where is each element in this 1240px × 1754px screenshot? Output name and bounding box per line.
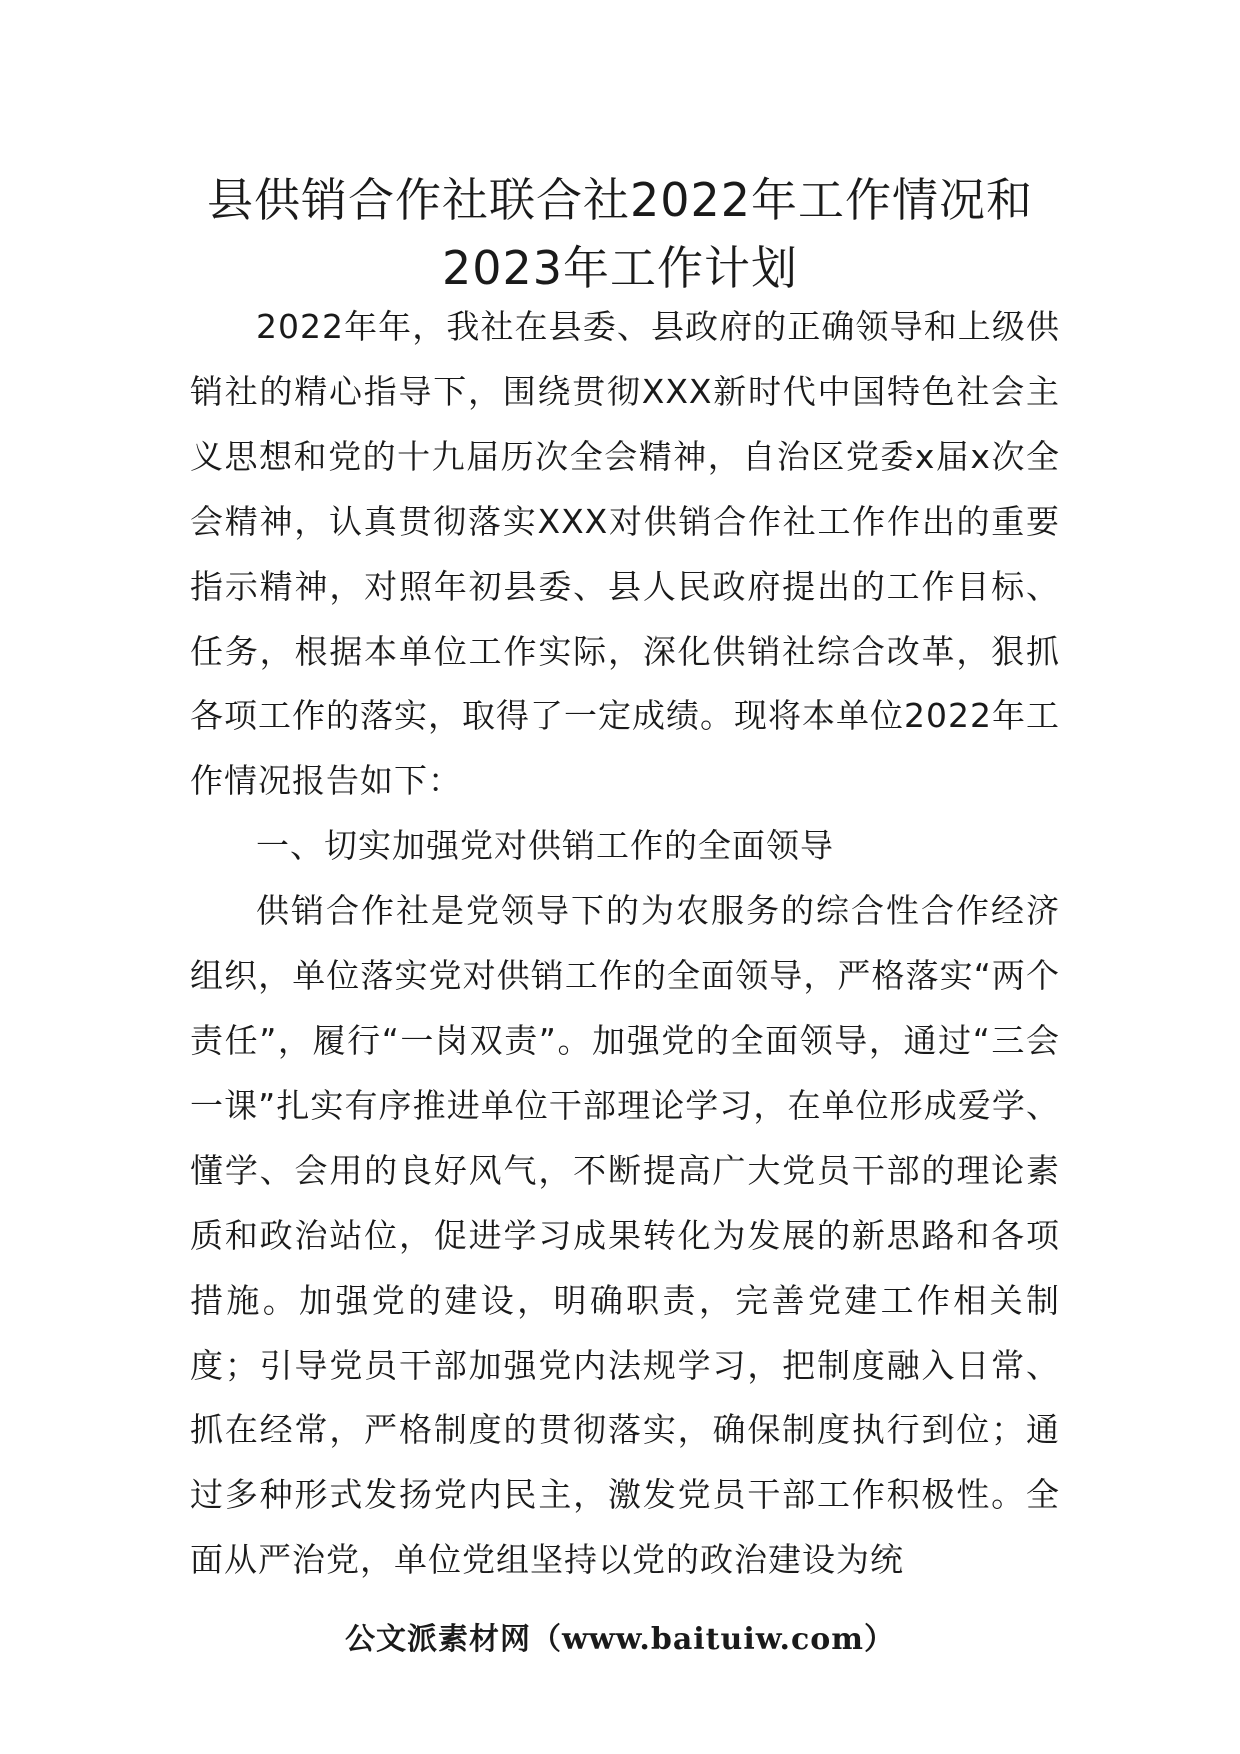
paragraph-section-1: 供销合作社是党领导下的为农服务的综合性合作经济组织，单位落实党对供销工作的全面领导，严格落实“两个责任”，履行“一岗双责”。加强党的全面领导，通过“三会一课”扎实有序推进单位干部理论学习，在单位形成爱学、懂学、会用的良好风气，不断提高广大党员干部的理论素质和政治站位，促进学习成果转化为发展的新思路和各项措施。加强党的建设，明确职责，完善党建工作相关制度；引导党员干部加强党内法规学习，把制度融入日常、抓在经常，严格制度的贯彻落实，确保制度执行到位；通过多种形式发扬党内民主，激发党员干部工作积极性。全面从严治党，单位党组坚持以党的政治建设为统 [190, 891, 1060, 1580]
document-title-line-1: 县供销合作社联合社2022年工作情况和 [206, 173, 1034, 227]
section-heading-1: 一、切实加强党对供销工作的全面领导 [256, 826, 834, 866]
document-body [190, 295, 1060, 1593]
document-title-line-2: 2023年工作计划 [441, 241, 799, 295]
footer-watermark: 公文派素材网（www.baituiw.com） [344, 1622, 896, 1657]
paragraph-intro: 2022年年，我社在县委、县政府的正确领导和上级供销社的精心指导下，围绕贯彻XXX新时代中国特色社会主义思想和党的十九届历次全会精神，自治区党委x届x次全会精神，认真贯彻落实XXX对供销合作社工作作出的重要指示精神，对照年初县委、县人民政府提出的工作目标、任务，根据本单位工作实际，深化供销社综合改革，狠抓各项工作的落实，取得了一定成绩。现将本单位2022年工作情况报告如下： [190, 307, 1060, 801]
